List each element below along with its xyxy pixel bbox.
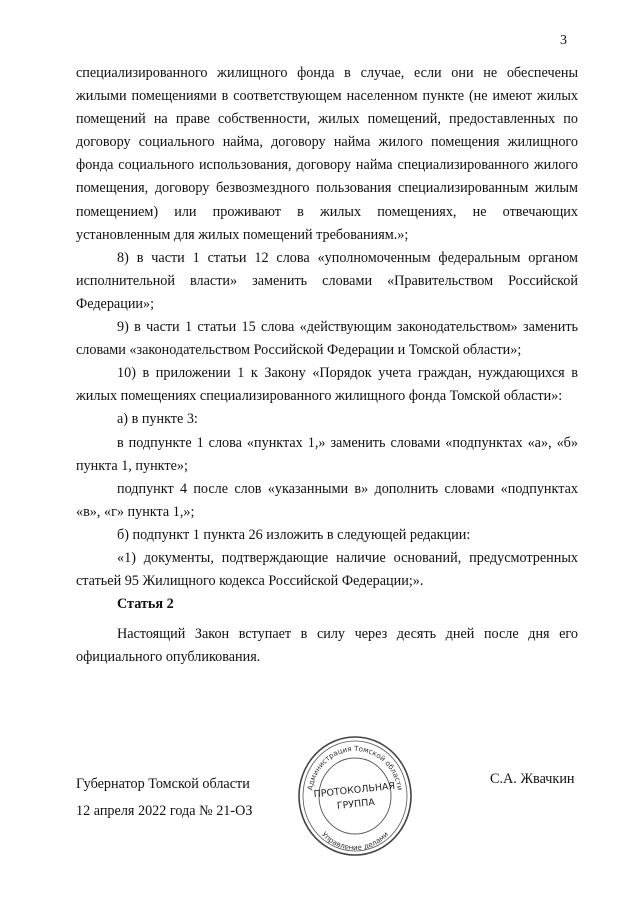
signer-position: Губернатор Томской области xyxy=(76,776,250,792)
article-heading: Статья 2 xyxy=(117,596,174,613)
paragraph-item-9: 9) в части 1 статьи 15 слова «действующим законодательством» заменить словами «законодательством Российской Федерации и Томской области»; xyxy=(76,319,578,359)
official-stamp xyxy=(296,734,414,858)
stamp-center-line-2: ГРУППА xyxy=(336,796,376,812)
signer-name: С.А. Жвачкин xyxy=(490,771,575,787)
signature-block xyxy=(76,771,252,825)
stamp-center-line-1: ПРОТОКОЛЬНАЯ xyxy=(313,780,396,801)
article-text: Настоящий Закон вступает в силу через десять дней после дня его официального опубликования. xyxy=(76,626,578,666)
paragraph-subitem-b: б) подпункт 1 пункта 26 изложить в следующей редакции: xyxy=(117,526,471,543)
paragraph-subpoint-1: в подпункте 1 слова «пунктах 1,» заменить словами «подпунктах «а», «б» пункта 1, пункте»; xyxy=(76,434,578,474)
document-body xyxy=(76,62,578,669)
paragraph-subpoint-4: подпункт 4 после слов «указанными в» дополнить словами «подпунктах «в», «г» пункта 1,»; xyxy=(76,480,578,520)
law-date-number: 12 апреля 2022 года № 21-ОЗ xyxy=(76,803,253,819)
paragraph-quoted-item-1: «1) документы, подтверждающие наличие оснований, предусмотренных статьей 95 Жилищного кодекса Российской Федерации;». xyxy=(76,549,578,590)
page-number: 3 xyxy=(560,33,567,48)
paragraph-item-10: 10) в приложении 1 к Закону «Порядок учета граждан, нуждающихся в жилых помещениях специализированного жилищного фонда Томской области»: xyxy=(76,365,578,405)
paragraph-subitem-a: а) в пункте 3: xyxy=(117,411,198,428)
paragraph-item-8: 8) в части 1 статьи 12 слова «уполномоченным федеральным органом исполнительной власти» заменить словами «Правительством Российской Федерации»; xyxy=(76,249,578,312)
stamp-ring-bottom-text: Управление делами xyxy=(319,829,391,853)
paragraph-continuation: специализированного жилищного фонда в случае, если они не обеспечены жилыми помещениями в соответствующем населенном пункте (не имеют жилых помещений на праве собственности, жилых помещений, предоставленных по договору социального найма, договору найма жилого помещения жилищного фонда социального использования, договору найма специализированного жилого помещения, договору безвозмездного пользования специализированным жилым помещением) или проживают в жилых помещениях, не отвечающих установленным для жилых помещений требованиям.»; xyxy=(76,65,578,243)
stamp-ring-top-text: Администрация Томской области xyxy=(305,743,405,791)
